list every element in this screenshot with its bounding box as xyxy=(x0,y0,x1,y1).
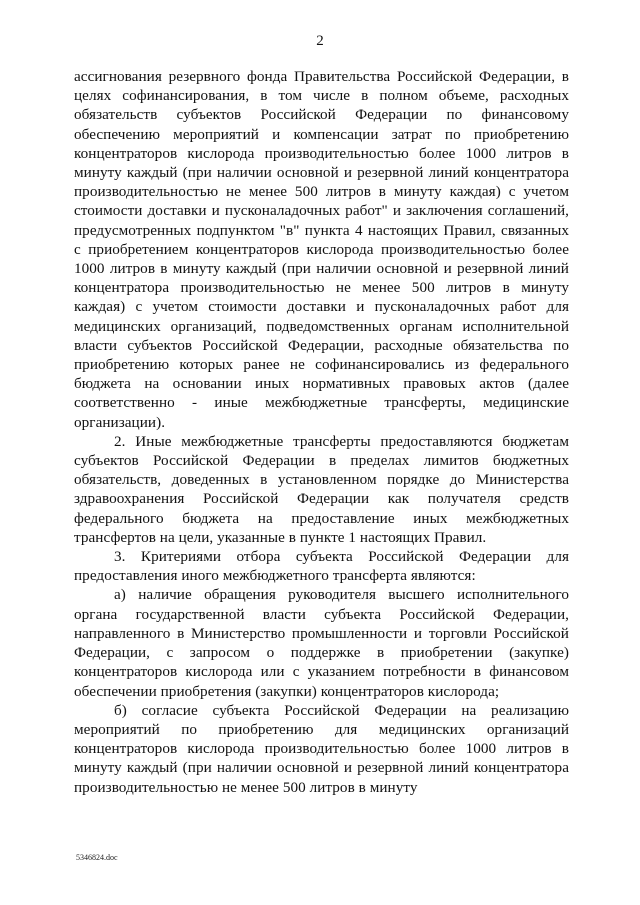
paragraph-item-2: 2. Иные межбюджетные трансферты предоставляются бюджетам субъектов Российской Федерации в пределах лимитов бюджетных обязательств, доведенных в установленном порядке до Министерства здравоохранения Российской Федерации как получателя средств федерального бюджета на предоставление иных межбюджетных трансфертов на цели, указанные в пункте 1 настоящих Правил. xyxy=(74,432,569,546)
document-body xyxy=(74,67,569,797)
page-number: 2 xyxy=(316,33,324,49)
file-name-footer: 5346824.doc xyxy=(76,853,118,862)
paragraph-continuation: ассигнования резервного фонда Правительства Российской Федерации, в целях софинансирования, в том числе в полном объеме, расходных обязательств субъектов Российской Федерации по финансовому обеспечению мероприятий и компенсации затрат по приобретению концентраторов кислорода производительностью более 1000 литров в минуту каждый (при наличии основной и резервной линий концентратора производительностью не менее 500 литров в минуту каждая) с учетом стоимости доставки и пусконаладочных работ" и заключения соглашений, предусмотренных подпунктом "в" пункта 4 настоящих Правил, связанных с приобретением концентраторов кислорода производительностью более 1000 литров в минуту каждый (при наличии основной и резервной линий концентратора производительностью не менее 500 литров в минуту каждая) с учетом стоимости доставки и пусконаладочных работ для медицинских организаций, подведомственных органам исполнительной власти субъектов Российской Федерации, расходные обязательства по приобретению которых ранее не софинансировались из федерального бюджета на основании иных нормативных правовых актов (далее соответственно - иные межбюджетные трансферты, медицинские организации). xyxy=(74,68,569,431)
paragraph-subitem-a: а) наличие обращения руководителя высшего исполнительного органа государственной власти субъекта Российской Федерации, направленного в Министерство промышленности и торговли Российской Федерации, с запросом о поддержке в приобретении (закупке) концентраторов кислорода или с указанием потребности в финансовом обеспечении приобретения (закупки) концентраторов кислорода; xyxy=(74,586,569,700)
paragraph-subitem-b: б) согласие субъекта Российской Федерации на реализацию мероприятий по приобретению для медицинских организаций концентраторов кислорода производительностью более 1000 литров в минуту каждый (при наличии основной и резервной линий концентратора производительностью не менее 500 литров в минуту xyxy=(74,701,569,796)
paragraph-item-3: 3. Критериями отбора субъекта Российской Федерации для предоставления иного межбюджетного трансферта являются: xyxy=(74,548,569,585)
